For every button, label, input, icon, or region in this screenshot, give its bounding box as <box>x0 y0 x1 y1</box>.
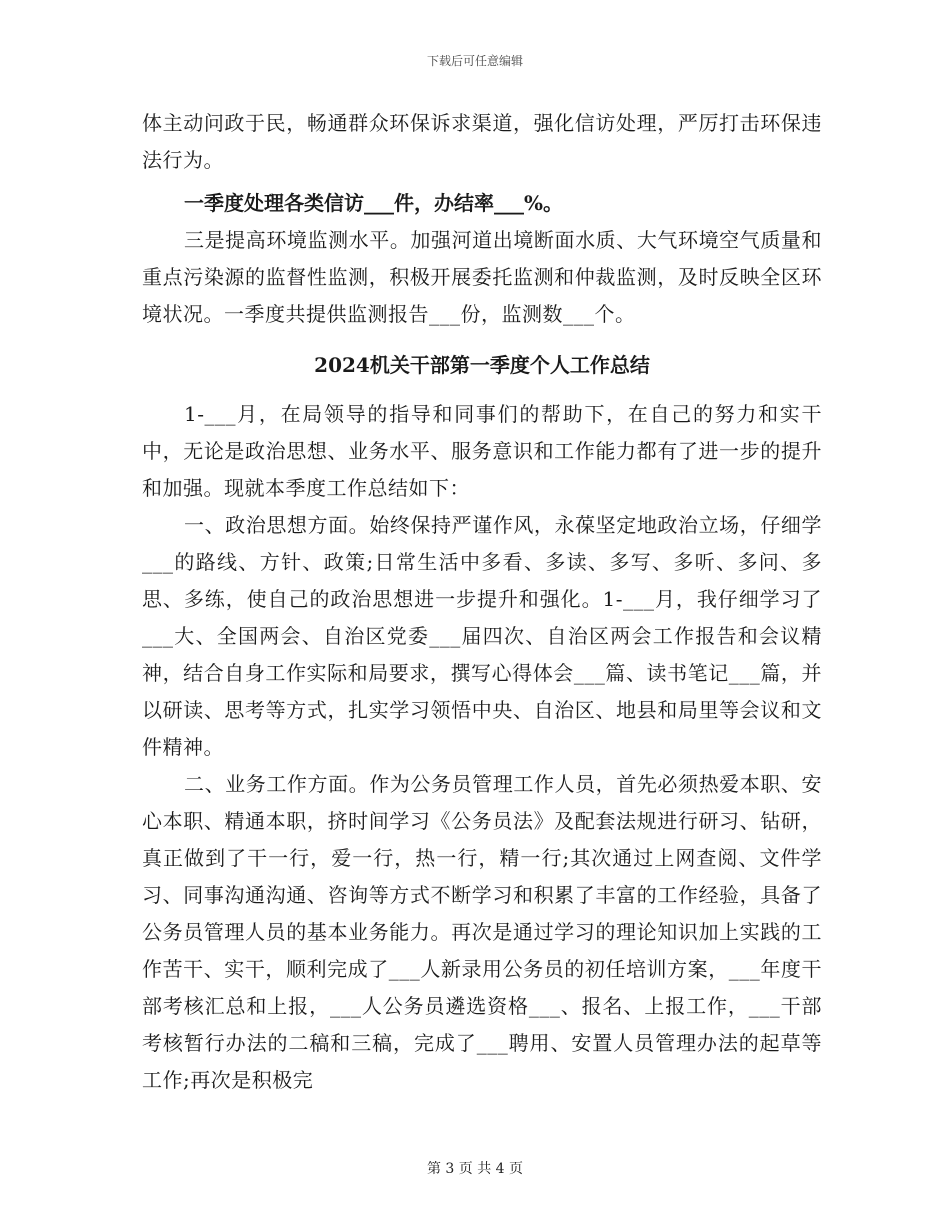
paragraph-political: 一、政治思想方面。始终保持严谨作风，永葆坚定地政治立场，仔细学___的路线、方针、政策;日常生活中多看、多读、多写、多听、多问、多思、多练，使自己的政治思想进一步提升和强化。1-___月，我仔细学习了___大、全国两会、自治区党委___届四次、自治区两会工作报告和会议精神，结合自身工作实际和局要求，撰写心得体会___篇、读书笔记___篇，并以研读、思考等方式，扎实学习领悟中央、自治区、地县和局里等会议和文件精神。 <box>142 513 822 759</box>
page-number: 第 3 页 共 4 页 <box>426 1161 524 1177</box>
document-body <box>142 105 822 1099</box>
paragraph-1: 体主动问政于民，畅通群众环保诉求渠道，强化信访处理，严厉打击环保违法行为。 <box>142 111 822 172</box>
bold-statistic-line: 一季度处理各类信访___件，办结率___%。 <box>184 191 564 215</box>
document-title: 2024机关干部第一季度个人工作总结 <box>314 353 650 377</box>
paragraph-monitoring: 三是提高环境监测水平。加强河道出境断面水质、大气环境空气质量和重点污染源的监督性监测，积极开展委托监测和仲裁监测，及时反映全区环境状况。一季度共提供监测报告___份，监测数___个。 <box>142 228 822 326</box>
paragraph-business: 二、业务工作方面。作为公务员管理工作人员，首先必须热爱本职、安心本职、精通本职，挤时间学习《公务员法》及配套法规进行研习、钻研，真正做到了干一行，爱一行，热一行，精一行;其次通过上网查阅、文件学习、同事沟通沟通、咨询等方式不断学习和积累了丰富的工作经验，具备了公务员管理人员的基本业务能力。再次是通过学习的理论知识加上实践的工作苦干、实干，顺利完成了___人新录用公务员的初任培训方案，___年度干部考核汇总和上报，___人公务员遴选资格___、报名、上报工作，___干部考核暂行办法的二稿和三稿，完成了___聘用、安置人员管理办法的起草等工作;再次是积极完 <box>142 772 822 1092</box>
paragraph-intro: 1-___月，在局领导的指导和同事们的帮助下，在自己的努力和实干中，无论是政治思想、业务水平、服务意识和工作能力都有了进一步的提升和加强。现就本季度工作总结如下： <box>142 402 822 500</box>
page-header-note: 下载后可任意编辑 <box>426 54 523 68</box>
